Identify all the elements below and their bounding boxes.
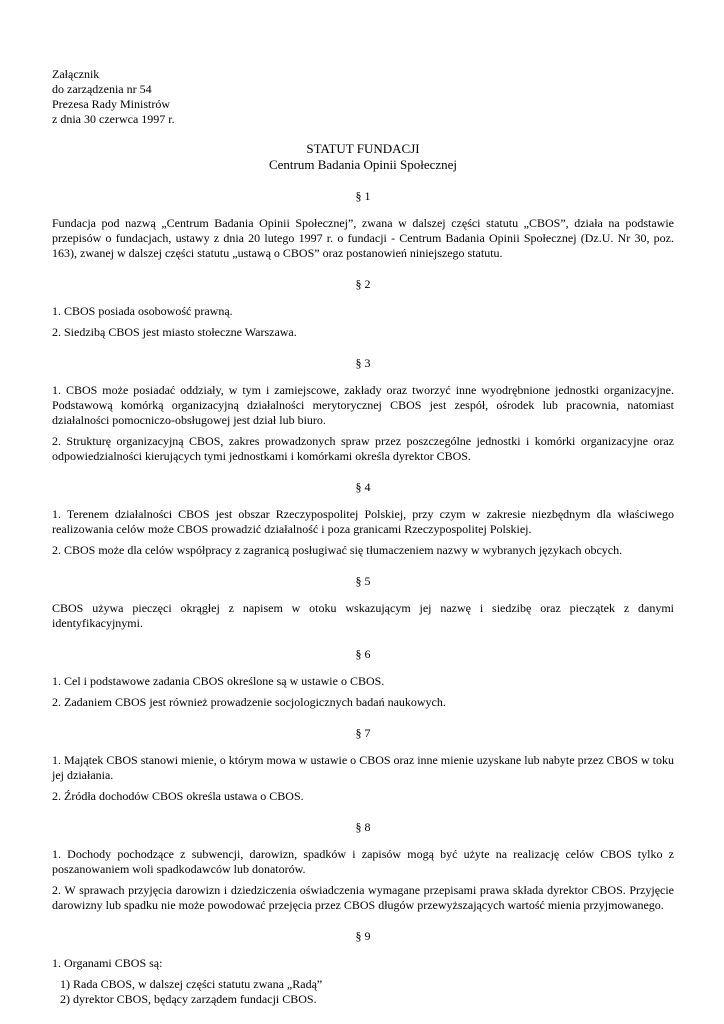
section-mark-7: § 7 [355, 726, 371, 740]
section-mark-3: § 3 [355, 356, 371, 370]
section-mark-8: § 8 [355, 820, 371, 834]
section-mark-4: § 4 [355, 480, 371, 494]
list-item: 1) Rada CBOS, w dalszej części statutu zwana „Radą” [60, 977, 323, 991]
header-line: do zarządzenia nr 54 [52, 82, 152, 96]
paragraph: Fundacja pod nazwą „Centrum Badania Opinii Społecznej”, zwana w dalszej części statutu „CBOS”, działa na podstawie przepisów o fundacjach, ustawy z dnia 20 lutego 1997 r. o fundacji - Centrum Badania Opinii Społecznej (Dz.U. Nr 30, poz. 163), zwanej w dalszej części statutu „ustawą o CBOS” oraz postanowień niniejszego statutu. [52, 216, 674, 260]
paragraph: 1. CBOS może posiadać oddziały, w tym i zamiejscowe, zakłady oraz tworzyć inne wyodrębnione jednostki organizacyjne. Podstawową komórką organizacyjną działalności merytorycznej CBOS jest zespół, ośrodek lub pracownia, natomiast działalności pomocniczo-obsługowej jest dział lub biuro. [52, 383, 674, 427]
section-mark-9: § 9 [355, 929, 371, 943]
header-line: Prezesa Rady Ministrów [52, 97, 170, 111]
section-mark-6: § 6 [355, 647, 371, 661]
section-mark-1: § 1 [355, 189, 371, 203]
paragraph: 2. Strukturę organizacyjną CBOS, zakres prowadzonych spraw przez poszczególne jednostki i komórki organizacyjne oraz odpowiedzialności kierujących tymi jednostkami i komórkami określa dyrektor CBOS. [52, 434, 674, 463]
title-sub: Centrum Badania Opinii Społecznej [268, 157, 458, 172]
paragraph: 2. Źródła dochodów CBOS określa ustawa o CBOS. [52, 789, 304, 803]
document-page [52, 67, 674, 1007]
attachment-header [52, 67, 674, 127]
paragraph: 2. CBOS może dla celów współpracy z zagranicą posługiwać się tłumaczeniem nazwy w wybranych językach obcych. [52, 543, 623, 557]
paragraph: CBOS używa pieczęci okrągłej z napisem w otoku wskazującym jej nazwę i siedzibę oraz pieczątek z danymi identyfikacyjnymi. [52, 601, 674, 630]
document-title [52, 141, 674, 173]
paragraph: 1. Organami CBOS są: [52, 956, 163, 970]
header-line: z dnia 30 czerwca 1997 r. [52, 112, 175, 126]
paragraph: 1. Cel i podstawowe zadania CBOS określone są w ustawie o CBOS. [52, 674, 385, 688]
organs-list [60, 977, 674, 1007]
title-main: STATUT FUNDACJI [306, 141, 420, 156]
list-item: 2) dyrektor CBOS, będący zarządem fundacji CBOS. [60, 992, 317, 1006]
paragraph: 1. CBOS posiada osobowość prawną. [52, 304, 233, 318]
header-line: Załącznik [52, 67, 100, 81]
paragraph: 2. W sprawach przyjęcia darowizn i dziedziczenia oświadczenia wymagane przepisami prawa składa dyrektor CBOS. Przyjęcie darowizny lub spadku nie może powodować przejęcia przez CBOS długów przewyższających wartość mienia przyjmowanego. [52, 883, 674, 912]
paragraph: 2. Siedzibą CBOS jest miasto stołeczne Warszawa. [52, 325, 297, 339]
paragraph: 1. Majątek CBOS stanowi mienie, o którym mowa w ustawie o CBOS oraz inne mienie uzyskane lub nabyte przez CBOS w toku jej działania. [52, 753, 674, 782]
section-mark-5: § 5 [355, 574, 371, 588]
paragraph: 2. Zadaniem CBOS jest również prowadzenie socjologicznych badań naukowych. [52, 695, 446, 709]
paragraph: 1. Dochody pochodzące z subwencji, darowizn, spadków i zapisów mogą być użyte na realizację celów CBOS tylko z poszanowaniem woli spadkodawców lub donatorów. [52, 847, 674, 876]
paragraph: 1. Terenem działalności CBOS jest obszar Rzeczypospolitej Polskiej, przy czym w zakresie niezbędnym dla właściwego realizowania celów może CBOS prowadzić działalność i poza granicami Rzeczypospolitej Polskiej. [52, 507, 674, 536]
section-mark-2: § 2 [355, 277, 371, 291]
